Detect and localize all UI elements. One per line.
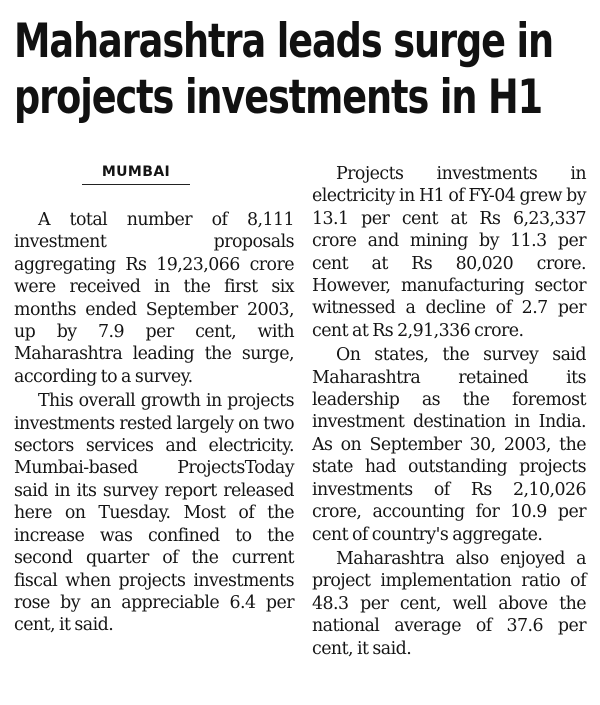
article-column-left bbox=[14, 163, 294, 637]
dateline: MUMBAI bbox=[82, 163, 190, 185]
headline bbox=[14, 14, 554, 126]
paragraph-states: On states, the survey said Maharashtra retained its leadership as the foremost investment destination in India. As on September 30, 2003, the state had outstanding projects investments of Rs 2,10,026 crore, accounting for 10.9 per cent of country's aggregate. bbox=[312, 345, 586, 545]
article-column-right bbox=[312, 163, 586, 660]
paragraph-growth: This overall growth in projects investments rested largely on two sectors services and electricity. Mumbai-based ProjectsToday said in its survey report released here on Tuesday. Most of the increase was confined to the second quarter of the current fiscal when projects investments rose by an appreciable 6.4 per cent, it said. bbox=[14, 391, 294, 636]
paragraph-intro: A total number of 8,111 investment proposals aggregating Rs 19,23,066 crore were received in the first six months ended September 2003, up by 7.9 per cent, with Maharashtra leading the surge, according to a survey. bbox=[14, 210, 294, 387]
paragraph-sectors: Projects investments in electricity in H1 of FY-04 grew by 13.1 per cent at Rs 6,23,337 crore and mining by 11.3 per cent at Rs 80,020 crore. However, manufacturing sector witnessed a decline of 2.7 per cent at Rs 2,91,336 crore. bbox=[312, 164, 586, 341]
headline-line-2: projects investments in H1 bbox=[14, 70, 543, 125]
headline-line-1: Maharashtra leads surge in bbox=[14, 14, 554, 69]
paragraph-implementation: Maharashtra also enjoyed a project implementation ratio of 48.3 per cent, well above the national average of 37.6 per cent, it said. bbox=[312, 548, 586, 659]
